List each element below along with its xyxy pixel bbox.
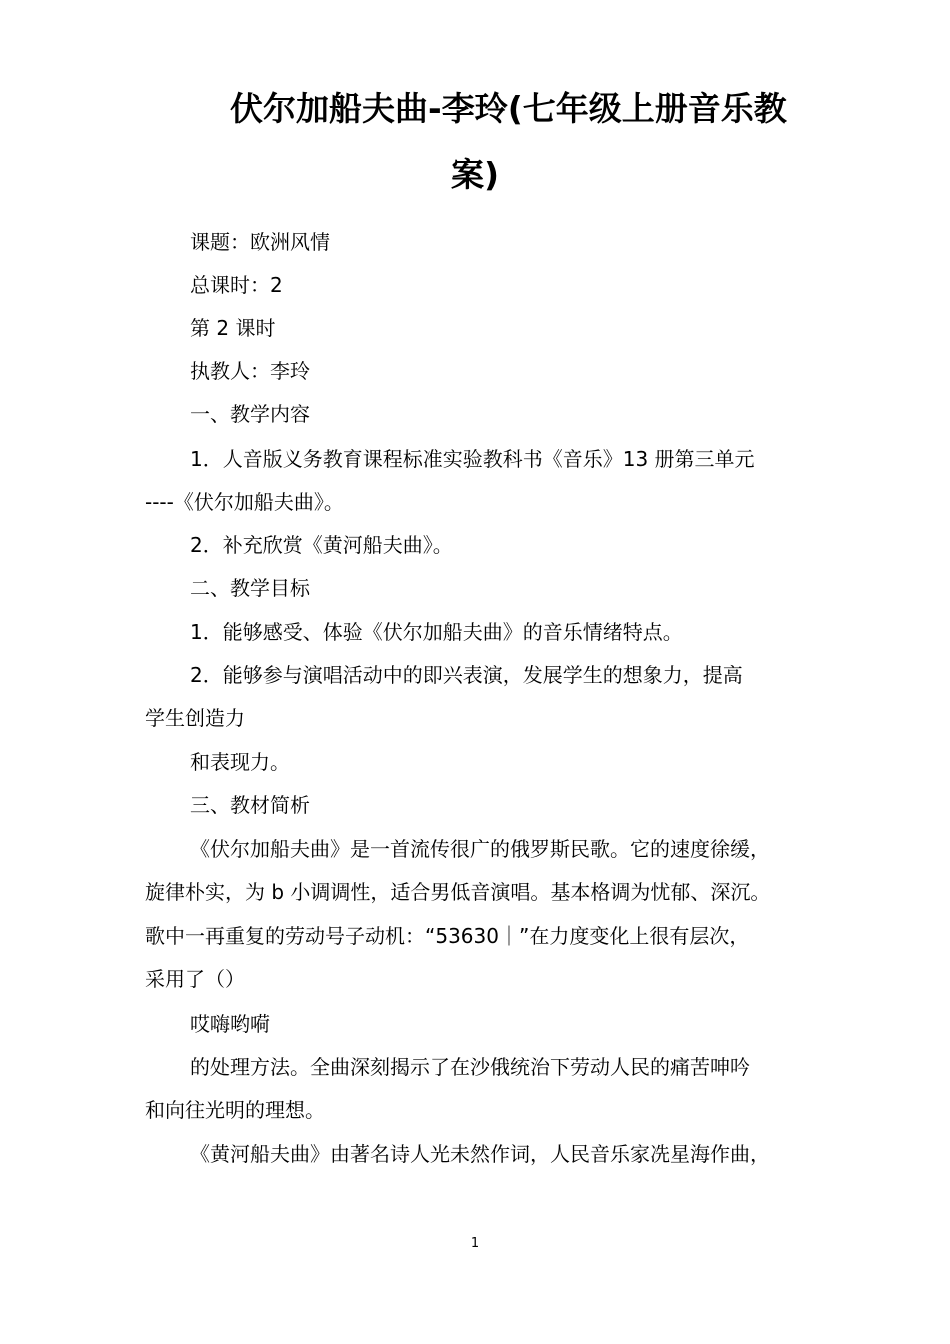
paragraph-line: 《黄河船夫曲》由著名诗人光未然作词，人民音乐家冼星海作曲， xyxy=(190,1142,770,1166)
paragraph-line: 哎嗨哟嗬 xyxy=(190,1012,270,1036)
paragraph-line: 1．能够感受、体验《伏尔加船夫曲》的音乐情绪特点。 xyxy=(190,620,683,644)
paragraph-line: 采用了（） xyxy=(145,967,245,991)
paragraph-line: 《伏尔加船夫曲》是一首流传很广的俄罗斯民歌。它的速度徐缓， xyxy=(190,837,770,861)
document-title-line-1: 伏尔加船夫曲-李玲(七年级上册音乐教 xyxy=(230,89,787,128)
paragraph-line: 的处理方法。全曲深刻揭示了在沙俄统治下劳动人民的痛苦呻吟 xyxy=(190,1055,750,1079)
paragraph-line: 2．能够参与演唱活动中的即兴表演，发展学生的想象力，提高 xyxy=(190,663,743,687)
lesson-topic: 课题：欧洲风情 xyxy=(190,230,330,254)
teacher: 执教人：李玲 xyxy=(190,359,310,383)
section-heading: 三、教材简析 xyxy=(190,793,310,817)
paragraph-line: 歌中一再重复的劳动号子动机：“53630｜”在力度变化上很有层次， xyxy=(145,924,750,948)
paragraph-line: 1．人音版义务教育课程标准实验教科书《音乐》13 册第三单元 xyxy=(190,447,755,471)
paragraph-line: 旋律朴实，为 b 小调调性，适合男低音演唱。基本格调为忧郁、深沉。 xyxy=(145,880,771,904)
total-periods: 总课时：2 xyxy=(190,273,283,297)
section-heading: 一、教学内容 xyxy=(190,402,310,426)
period-number: 第 2 课时 xyxy=(190,316,276,340)
paragraph-line: 和表现力。 xyxy=(190,750,290,774)
paragraph-line: ----《伏尔加船夫曲》。 xyxy=(145,490,344,514)
paragraph-line: 学生创造力 xyxy=(145,706,245,730)
section-heading: 二、教学目标 xyxy=(190,576,310,600)
paragraph-line: 和向往光明的理想。 xyxy=(145,1098,325,1122)
paragraph-line: 2．补充欣赏《黄河船夫曲》。 xyxy=(190,533,453,557)
document-title-line-2: 案) xyxy=(450,155,500,194)
page-number: 1 xyxy=(470,1236,480,1251)
